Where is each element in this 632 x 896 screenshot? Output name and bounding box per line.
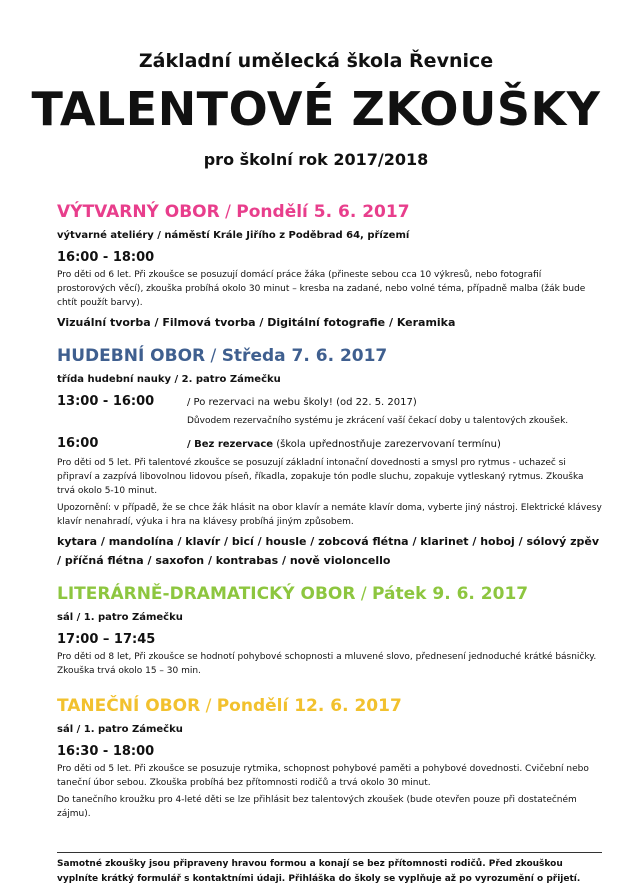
time-row-reservation xyxy=(57,392,602,412)
section-name: HUDEBNÍ OBOR xyxy=(57,346,206,366)
section-date: Pondělí 5. 6. 2017 xyxy=(236,202,410,222)
school-name: Základní umělecká škola Řevnice xyxy=(138,50,494,72)
section-description: Pro děti od 8 let, Při zkoušce se hodnotí pohybové schopnosti a mluvené slovo, přednesení jednoduché krátké básničky. Zkouška trvá okolo 15 – 30 min. xyxy=(57,652,597,676)
time-note-rest: (škola upřednostňuje zarezervovaní termínu) xyxy=(273,439,501,450)
section-title-hudebni xyxy=(57,344,602,368)
section-time: 16:00 xyxy=(57,436,99,451)
section-date: Středa 7. 6. 2017 xyxy=(221,346,388,366)
section-location: výtvarné ateliéry / náměstí Krále Jiřího z Poděbrad 64, přízemí xyxy=(57,230,410,241)
section-literarni xyxy=(57,582,602,678)
section-date: Pondělí 12. 6. 2017 xyxy=(216,696,402,716)
time-note xyxy=(187,437,501,453)
title-separator: / xyxy=(200,696,217,716)
section-name: LITERÁRNĚ-DRAMATICKÝ OBOR xyxy=(57,584,356,604)
title-separator: / xyxy=(355,584,373,604)
section-note: Do tanečního kroužku pro 4-leté děti se lze přihlásit bez talentových zkoušek (bude otevřen pouze při dostatečném zájmu). xyxy=(57,795,577,819)
footer-note: Samotné zkoušky jsou připraveny hravou formou a konají se bez přítomnosti rodičů. Před zkouškou vyplníte krátký formulář s kontaktními údaji. Přihláška do školy se vyplňuje až po vyrozumění o přijetí. xyxy=(57,852,602,887)
time-note-bold: / Bez rezervace xyxy=(187,439,274,450)
section-instruments: kytara / mandolína / klavír / bicí / housle / zobcová flétna / klarinet / hoboj / sólový zpěv / příčná flétna / saxofon / kontrabas / nově violoncello xyxy=(57,535,599,567)
reservation-explanation: Důvodem rezervačního systému je zkrácení vaší čekací doby u talentových zkoušek. xyxy=(187,416,569,426)
section-tanecni xyxy=(57,694,602,821)
section-disciplines: Vizuální tvorba / Filmová tvorba / Digitální fotografie / Keramika xyxy=(57,316,456,329)
section-name: TANEČNÍ OBOR xyxy=(57,696,201,716)
section-title-tanecni xyxy=(57,694,602,718)
section-location: sál / 1. patro Zámečku xyxy=(57,612,183,623)
section-hudebni xyxy=(57,344,602,570)
section-description: Pro děti od 5 let. Při talentové zkoušce se posuzují základní intonační dovednosti a smysl pro rytmus - uchazeč si připraví a zazpívá libovolnou lidovou píseň, říkadla, zopakuje tón podle sluchu, zopakuje vytleskaný rytmus. Zkouška trvá okolo 5-10 minut. xyxy=(57,458,584,496)
section-description: Pro děti od 5 let. Při zkoušce se posuzuje rytmika, schopnost pohybové paměti a pohybové dovednosti. Cvičební nebo taneční úbor sebou. Zkouška probíhá bez přítomnosti rodičů a trvá okolo 30 minut. xyxy=(57,764,589,788)
section-name: VÝTVARNÝ OBOR xyxy=(57,202,220,222)
section-time: 16:00 - 18:00 xyxy=(57,250,155,265)
section-time: 17:00 – 17:45 xyxy=(57,632,156,647)
section-title-vytvarny xyxy=(57,200,602,224)
section-location: sál / 1. patro Zámečku xyxy=(57,724,183,735)
time-row-no-reservation xyxy=(57,434,602,454)
section-date: Pátek 9. 6. 2017 xyxy=(372,584,529,604)
section-time: 16:30 - 18:00 xyxy=(57,744,155,759)
section-location: třída hudební nauky / 2. patro Zámečku xyxy=(57,374,281,385)
title-separator: / xyxy=(219,202,237,222)
school-year: pro školní rok 2017/2018 xyxy=(203,150,429,169)
title-separator: / xyxy=(205,346,222,366)
time-note: / Po rezervaci na webu školy! (od 22. 5. 2017) xyxy=(187,397,417,408)
sections-container xyxy=(57,200,602,833)
section-description: Pro děti od 6 let. Při zkoušce se posuzují domácí práce žáka (přineste sebou cca 10 výkresů, nebo fotografií prostorových věcí), zkouška probíhá okolo 30 minut – kresba na zadané, nebo volné téma, případně malba (žák bude chtít použít barvy). xyxy=(57,270,586,308)
main-title: TALENTOVÉ ZKOUŠKY xyxy=(31,82,601,136)
section-title-literarni xyxy=(57,582,602,606)
section-time: 13:00 - 16:00 xyxy=(57,394,155,409)
section-warning: Upozornění: v případě, že se chce žák hlásit na obor klavír a nemáte klavír doma, vyberte jiný nástroj. Elektrické klávesy klavír nenahradí, výuka i hra na klávesy probíhá jiným způsobem. xyxy=(57,503,602,527)
section-vytvarny xyxy=(57,200,602,332)
